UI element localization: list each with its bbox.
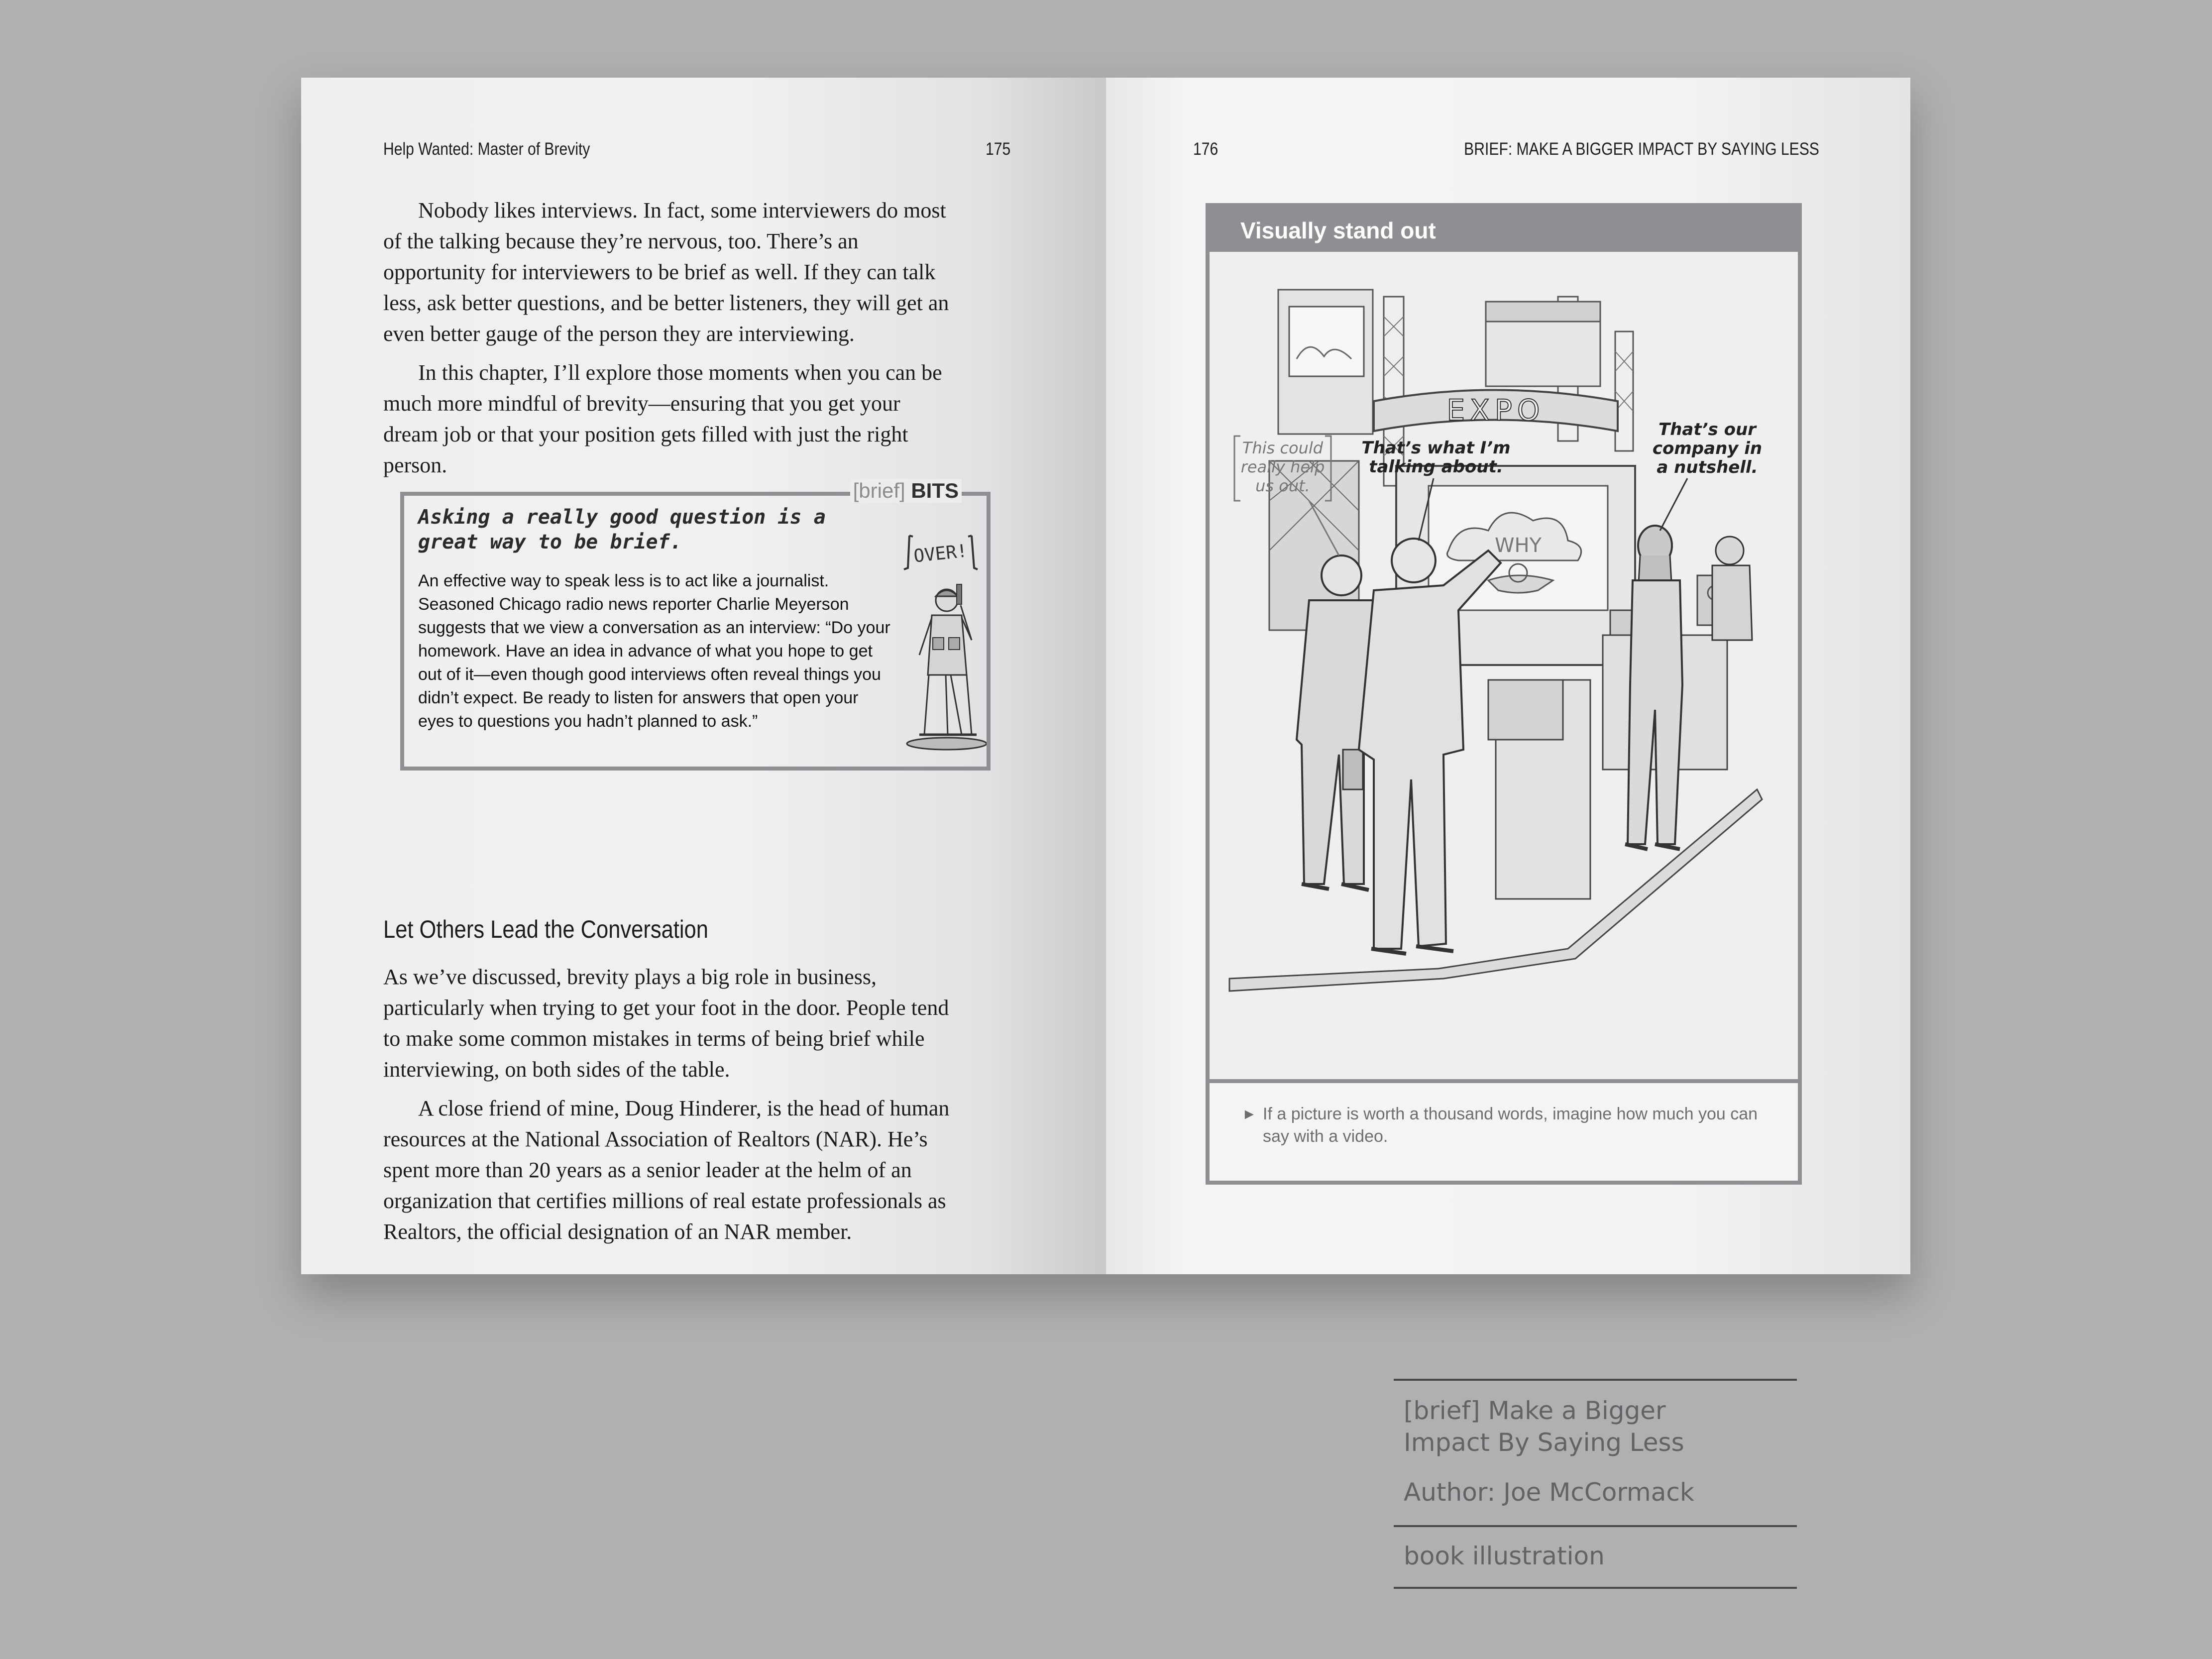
bubble-left-line-1: This could bbox=[1242, 439, 1324, 457]
bits-label: BITS bbox=[911, 479, 959, 502]
brief-bracket-label: [brief] bbox=[853, 479, 905, 502]
credit-author: Author: Joe McCormack bbox=[1404, 1478, 1694, 1507]
credit-category: book illustration bbox=[1404, 1542, 1605, 1570]
bubble-right-line-1: That’s our bbox=[1659, 420, 1756, 440]
tip-body: An effective way to speak less is to act like a journalist. Seasoned Chicago radio news reporter Charlie Meyerson suggests that we view a conversation as an interview: “Do your homework. Have an idea in advance of what you hope to get out of it—even though good interviews often reveal things you didn’t expect. Be ready to listen for answers that open your eyes to questions you hadn’t planned to ask.” bbox=[418, 571, 890, 731]
bubble-right-line-3: a nutshell. bbox=[1657, 457, 1758, 477]
screen-why-text: WHY bbox=[1494, 534, 1542, 557]
bubble-middle-line-1: That’s what I’m bbox=[1361, 438, 1511, 458]
right-running-head: BRIEF: MAKE A BIGGER IMPACT BY SAYING LESS bbox=[1464, 139, 1819, 159]
paragraph: Nobody likes interviews. In fact, some interviewers do most of the talking because they’re nervous, too. There’s an opportunity for interviewers to be brief as well. If they can talk less, ask better questions, and be better listeners, they will get an even better gauge of the person they are interviewing. bbox=[383, 198, 949, 346]
brief-bits-box bbox=[400, 479, 991, 771]
figure-header bbox=[1210, 207, 1798, 252]
bubble-right-line-2: company in bbox=[1652, 439, 1763, 458]
caption-arrow-icon: ► bbox=[1242, 1106, 1257, 1122]
intro-text bbox=[383, 195, 951, 489]
figure-box bbox=[1206, 203, 1802, 1185]
tip-title: Asking a really good question is a great way to be brief. bbox=[418, 506, 826, 553]
paragraph: In this chapter, I’ll explore those moments when you can be much more mindful of brevity—ensuring that you get your dream job or that your position gets filled with just the right person. bbox=[383, 360, 942, 477]
bubble-left-line-2: really help bbox=[1240, 457, 1325, 476]
credits-block bbox=[1394, 1379, 1797, 1589]
divider bbox=[1394, 1587, 1797, 1589]
paragraph: A close friend of mine, Doug Hinderer, is the head of human resources at the National Association of Realtors (NAR). He’s spent more than 20 years as a senior leader at the helm of an organization that certifies millions of real estate professionals as Realtors, the official designation of an NAR member. bbox=[383, 1096, 950, 1244]
right-page-number: 176 bbox=[1193, 139, 1218, 159]
bubble-left-line-3: us out. bbox=[1255, 476, 1310, 495]
over-sign-text: OVER! bbox=[912, 541, 969, 567]
figure-title: Visually stand out bbox=[1240, 218, 1436, 243]
bubble-middle-line-2: talking about. bbox=[1369, 457, 1503, 477]
book-spread bbox=[301, 78, 1910, 1274]
expo-illustration bbox=[1210, 252, 1798, 1083]
expo-scene-drawing bbox=[1210, 252, 1798, 1079]
brief-bits-label bbox=[850, 479, 962, 503]
expo-sign-text: EXPO bbox=[1446, 393, 1545, 427]
figure-caption bbox=[1242, 1103, 1760, 1148]
soldier-radio-illustration bbox=[897, 526, 987, 765]
paragraph: As we’ve discussed, brevity plays a big role in business, particularly when trying to get your foot in the door. People tend to make some common mistakes in terms of being brief while interviewing, on both sides of the table. bbox=[383, 965, 949, 1082]
body-text bbox=[383, 962, 951, 1255]
section-heading: Let Others Lead the Conversation bbox=[383, 915, 708, 943]
credit-book-title: [brief] Make a Bigger Impact By Saying Less bbox=[1404, 1396, 1684, 1457]
left-page-number: 175 bbox=[986, 139, 1011, 159]
left-page bbox=[301, 78, 1106, 1274]
caption-text: If a picture is worth a thousand words, imagine how much you can say with a video. bbox=[1263, 1105, 1758, 1146]
left-running-head: Help Wanted: Master of Brevity bbox=[383, 139, 590, 159]
